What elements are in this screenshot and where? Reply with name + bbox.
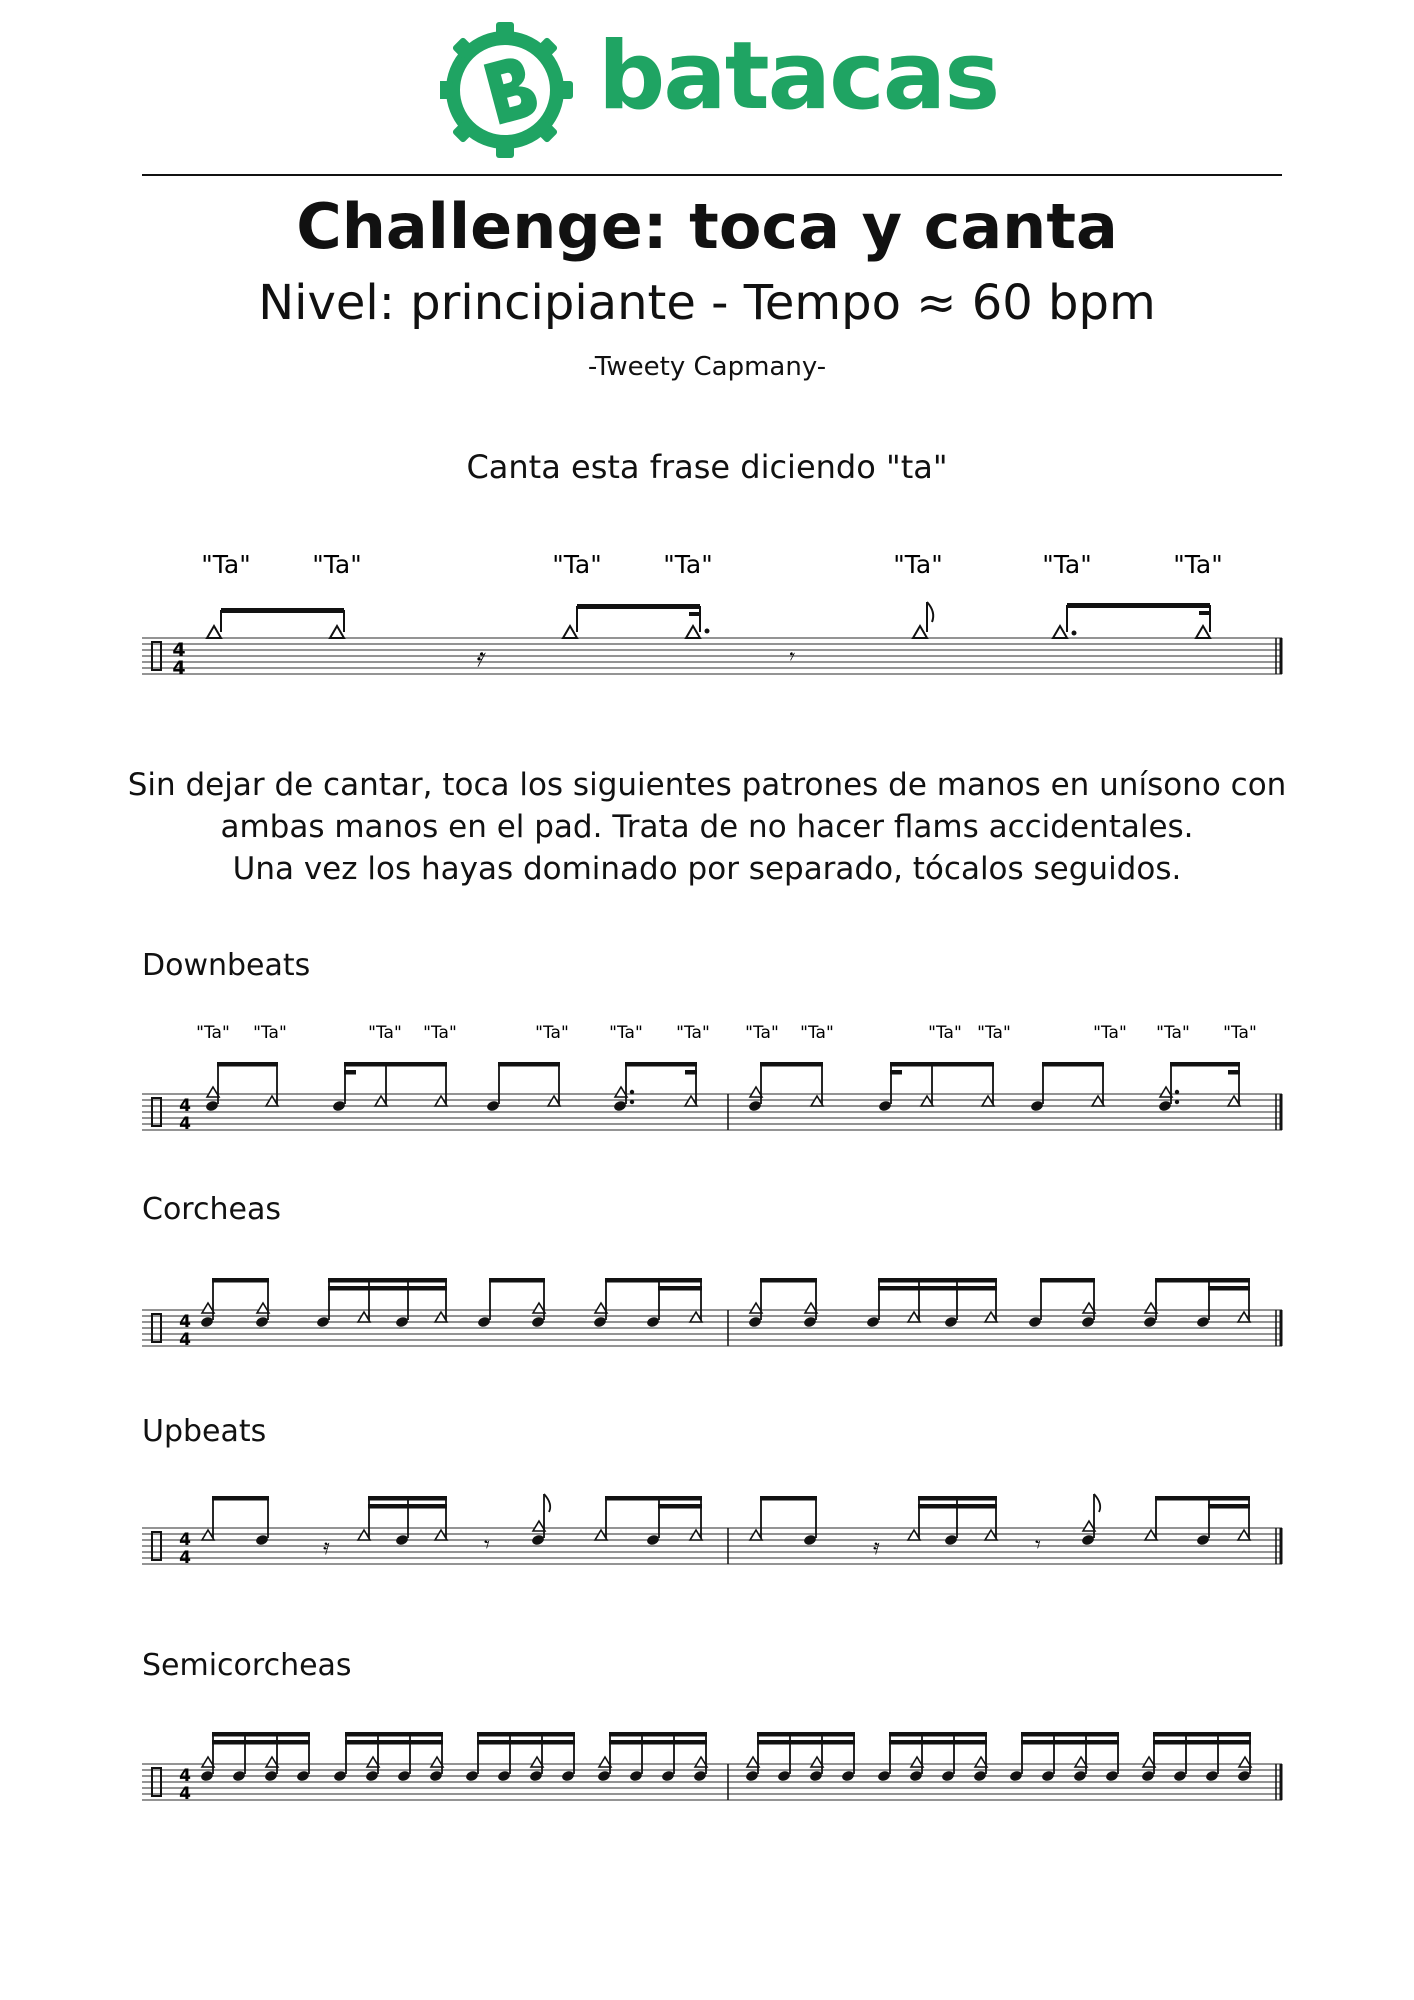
staff-lines xyxy=(142,638,1282,674)
beam xyxy=(760,1496,817,1501)
section-downbeats: Downbeats xyxy=(142,948,311,983)
syllable-label: "Ta" xyxy=(663,550,713,579)
sixteenth-beam xyxy=(477,1740,575,1745)
beam xyxy=(328,1278,447,1283)
beam xyxy=(489,1278,545,1283)
beam xyxy=(344,1062,447,1067)
snare-note-head xyxy=(205,1100,219,1113)
snare-note-head xyxy=(841,1770,855,1783)
snare-note-head xyxy=(1173,1770,1187,1783)
beam xyxy=(217,1062,278,1067)
time-signature-top: 4 xyxy=(172,639,186,661)
beam xyxy=(1155,1496,1250,1501)
snare-note-head xyxy=(395,1316,409,1329)
beam xyxy=(890,1062,994,1067)
sixteenth-beam xyxy=(757,1740,855,1745)
beam xyxy=(1021,1732,1119,1737)
section-upbeats: Upbeats xyxy=(142,1414,267,1449)
snare-note-head xyxy=(613,1100,627,1113)
sixteenth-beam xyxy=(918,1504,997,1509)
snare-note-head xyxy=(255,1316,269,1329)
beam xyxy=(1153,1732,1251,1737)
snare-note-head xyxy=(395,1534,409,1547)
brand-name: batacas xyxy=(598,22,999,131)
time-signature-bottom: 4 xyxy=(179,1330,191,1350)
section-semicorcheas: Semicorcheas xyxy=(142,1648,352,1683)
beam xyxy=(760,1062,823,1067)
snare-note-head xyxy=(497,1770,511,1783)
sixteenth-beam xyxy=(685,1070,697,1075)
beam xyxy=(757,1732,855,1737)
author: -Tweety Capmany- xyxy=(587,352,827,382)
snare-note-head xyxy=(1158,1100,1172,1113)
sixteenth-beam xyxy=(1228,1070,1240,1075)
upbeats-staff xyxy=(0,1478,1414,1578)
instruction-line: Sin dejar de cantar, toca los siguientes patrones de manos en unísono con xyxy=(127,767,1287,803)
time-signature-top: 4 xyxy=(179,1766,191,1786)
snare-note-head xyxy=(646,1316,660,1329)
snare-note-head xyxy=(909,1770,923,1783)
sixteenth-beam xyxy=(345,1740,443,1745)
snare-note-head xyxy=(777,1770,791,1783)
note-flag xyxy=(1094,1494,1100,1512)
beam xyxy=(368,1496,447,1501)
augmentation-dot xyxy=(1175,1100,1179,1104)
note-head xyxy=(1196,626,1210,638)
syllable-label: "Ta" xyxy=(676,1023,710,1043)
snare-note-head xyxy=(877,1770,891,1783)
time-signature-bottom: 4 xyxy=(179,1114,191,1134)
snare-note-head xyxy=(597,1770,611,1783)
snare-note-head xyxy=(477,1316,491,1329)
snare-note-head xyxy=(531,1316,545,1329)
snare-note-head xyxy=(1237,1770,1251,1783)
note-head xyxy=(686,626,700,638)
instructions xyxy=(0,764,1414,890)
snare-note-head xyxy=(232,1770,246,1783)
snare-note-head xyxy=(593,1316,607,1329)
snare-note-head xyxy=(1205,1770,1219,1783)
sixteenth-beam xyxy=(328,1286,447,1291)
syllable-label: "Ta" xyxy=(1093,1023,1127,1043)
snare-note-head xyxy=(629,1770,643,1783)
snare-note-head xyxy=(1196,1534,1210,1547)
snare-note-head xyxy=(486,1100,500,1113)
sixteenth-beam xyxy=(889,1740,987,1745)
sixteenth-rest: 𝄿 xyxy=(475,643,483,673)
note-head xyxy=(913,626,927,638)
sixteenth-beam xyxy=(1021,1740,1119,1745)
syllable-label: "Ta" xyxy=(745,1023,779,1043)
note-flag xyxy=(544,1494,550,1512)
note-head xyxy=(330,626,344,638)
sixteenth-beam xyxy=(212,1740,310,1745)
snare-note-head xyxy=(1028,1316,1042,1329)
snare-note-head xyxy=(944,1316,958,1329)
beam xyxy=(689,612,700,616)
time-signature-top: 4 xyxy=(179,1312,191,1332)
beam xyxy=(760,1278,817,1283)
syllable-label: "Ta" xyxy=(196,1023,230,1043)
sixteenth-beam xyxy=(878,1286,997,1291)
semicorcheas-staff xyxy=(0,1714,1414,1814)
beam xyxy=(605,1496,702,1501)
beam xyxy=(625,1062,697,1067)
sixteenth-beam xyxy=(658,1504,702,1509)
snare-note-head xyxy=(1081,1534,1095,1547)
beam xyxy=(212,1278,269,1283)
snare-note-head xyxy=(316,1316,330,1329)
snare-note-head xyxy=(745,1770,759,1783)
beam xyxy=(345,1732,443,1737)
beam xyxy=(212,1496,269,1501)
instruction-line: ambas manos en el pad. Trata de no hacer flams accidentales. xyxy=(220,809,1194,845)
sixteenth-beam xyxy=(368,1504,447,1509)
syllable-label: "Ta" xyxy=(201,550,251,579)
syllable-label: "Ta" xyxy=(312,550,362,579)
snare-note-head xyxy=(1009,1770,1023,1783)
sixteenth-beam xyxy=(1208,1504,1250,1509)
beam xyxy=(477,1732,575,1737)
snare-note-head xyxy=(973,1770,987,1783)
snare-note-head xyxy=(809,1770,823,1783)
syllable-label: "Ta" xyxy=(368,1023,402,1043)
snare-note-head xyxy=(1081,1316,1095,1329)
snare-note-head xyxy=(397,1770,411,1783)
sixteenth-beam xyxy=(890,1070,902,1075)
snare-note-head xyxy=(693,1770,707,1783)
beam xyxy=(1155,1278,1250,1283)
downbeats-staff xyxy=(0,1010,1414,1140)
note-head xyxy=(1053,626,1067,638)
snare-note-head xyxy=(1196,1316,1210,1329)
snare-note-head xyxy=(1141,1770,1155,1783)
syllable-label: "Ta" xyxy=(1223,1023,1257,1043)
sixteenth-rest: 𝄿 xyxy=(323,1535,330,1560)
syllable-label: "Ta" xyxy=(253,1023,287,1043)
beam xyxy=(878,1278,997,1283)
snare-note-head xyxy=(200,1316,214,1329)
snare-note-head xyxy=(803,1534,817,1547)
augmentation-dot xyxy=(630,1090,634,1094)
sixteenth-beam xyxy=(658,1286,702,1291)
snare-note-head xyxy=(531,1534,545,1547)
eighth-rest: 𝄾 xyxy=(484,1533,490,1558)
time-signature-bottom: 4 xyxy=(179,1784,191,1804)
snare-note-head xyxy=(748,1316,762,1329)
time-signature-top: 4 xyxy=(179,1096,191,1116)
snare-note-head xyxy=(529,1770,543,1783)
syllable-label: "Ta" xyxy=(535,1023,569,1043)
snare-note-head xyxy=(866,1316,880,1329)
corcheas-staff xyxy=(0,1260,1414,1360)
drum-logo-icon xyxy=(440,22,573,158)
syllable-label: "Ta" xyxy=(552,550,602,579)
eighth-rest: 𝄾 xyxy=(1035,1533,1041,1558)
beam xyxy=(212,1732,310,1737)
syllable-label: "Ta" xyxy=(977,1023,1011,1043)
snare-note-head xyxy=(332,1100,346,1113)
time-signature-bottom: 4 xyxy=(179,1548,191,1568)
beam xyxy=(1040,1278,1095,1283)
beam xyxy=(221,608,344,613)
augmentation-dot xyxy=(1175,1090,1179,1094)
snare-note-head xyxy=(1143,1316,1157,1329)
syllable-label: "Ta" xyxy=(1042,550,1092,579)
syllable-label: "Ta" xyxy=(800,1023,834,1043)
beam xyxy=(605,1278,702,1283)
beam xyxy=(1042,1062,1104,1067)
syllable-label: "Ta" xyxy=(423,1023,457,1043)
note-head xyxy=(563,626,577,638)
level-tempo: Nivel: principiante - Tempo ≈ 60 bpm xyxy=(258,275,1156,331)
snare-note-head xyxy=(878,1100,892,1113)
syllable-label: "Ta" xyxy=(1156,1023,1190,1043)
instruction-line: Una vez los hayas dominado por separado, tócalos seguidos. xyxy=(232,851,1182,887)
beam xyxy=(889,1732,987,1737)
snare-note-head xyxy=(200,1770,214,1783)
snare-note-head xyxy=(255,1534,269,1547)
snare-note-head xyxy=(1073,1770,1087,1783)
snare-note-head xyxy=(1105,1770,1119,1783)
vocal-phrase-staff xyxy=(0,545,1414,705)
snare-note-head xyxy=(941,1770,955,1783)
snare-note-head xyxy=(944,1534,958,1547)
note-head xyxy=(207,626,221,638)
beam xyxy=(577,604,700,609)
snare-note-head xyxy=(661,1770,675,1783)
snare-note-head xyxy=(429,1770,443,1783)
snare-note-head xyxy=(646,1534,660,1547)
sixteenth-beam xyxy=(1153,1740,1251,1745)
sing-instruction: Canta esta frase diciendo "ta" xyxy=(466,448,948,486)
sixteenth-rest: 𝄿 xyxy=(873,1535,880,1560)
syllable-label: "Ta" xyxy=(609,1023,643,1043)
syllable-label: "Ta" xyxy=(1173,550,1223,579)
beam xyxy=(498,1062,560,1067)
sixteenth-beam xyxy=(609,1740,707,1745)
beam xyxy=(918,1496,997,1501)
snare-note-head xyxy=(1041,1770,1055,1783)
snare-note-head xyxy=(803,1316,817,1329)
snare-note-head xyxy=(465,1770,479,1783)
eighth-rest: 𝄾 xyxy=(787,645,793,670)
syllable-label: "Ta" xyxy=(928,1023,962,1043)
snare-note-head xyxy=(333,1770,347,1783)
beam xyxy=(1199,611,1210,615)
sixteenth-beam xyxy=(1208,1286,1250,1291)
augmentation-dot xyxy=(630,1100,634,1104)
beam xyxy=(609,1732,707,1737)
page-title: Challenge: toca y canta xyxy=(296,190,1118,263)
section-corcheas: Corcheas xyxy=(142,1192,281,1227)
snare-note-head xyxy=(561,1770,575,1783)
time-signature-bottom: 4 xyxy=(172,657,186,679)
snare-note-head xyxy=(264,1770,278,1783)
snare-note-head xyxy=(748,1100,762,1113)
time-signature-top: 4 xyxy=(179,1530,191,1550)
beam xyxy=(1067,603,1210,608)
snare-note-head xyxy=(296,1770,310,1783)
sixteenth-beam xyxy=(344,1070,356,1075)
header-divider xyxy=(142,174,1282,176)
beam xyxy=(1170,1062,1240,1067)
snare-note-head xyxy=(365,1770,379,1783)
snare-note-head xyxy=(1030,1100,1044,1113)
syllable-label: "Ta" xyxy=(893,550,943,579)
